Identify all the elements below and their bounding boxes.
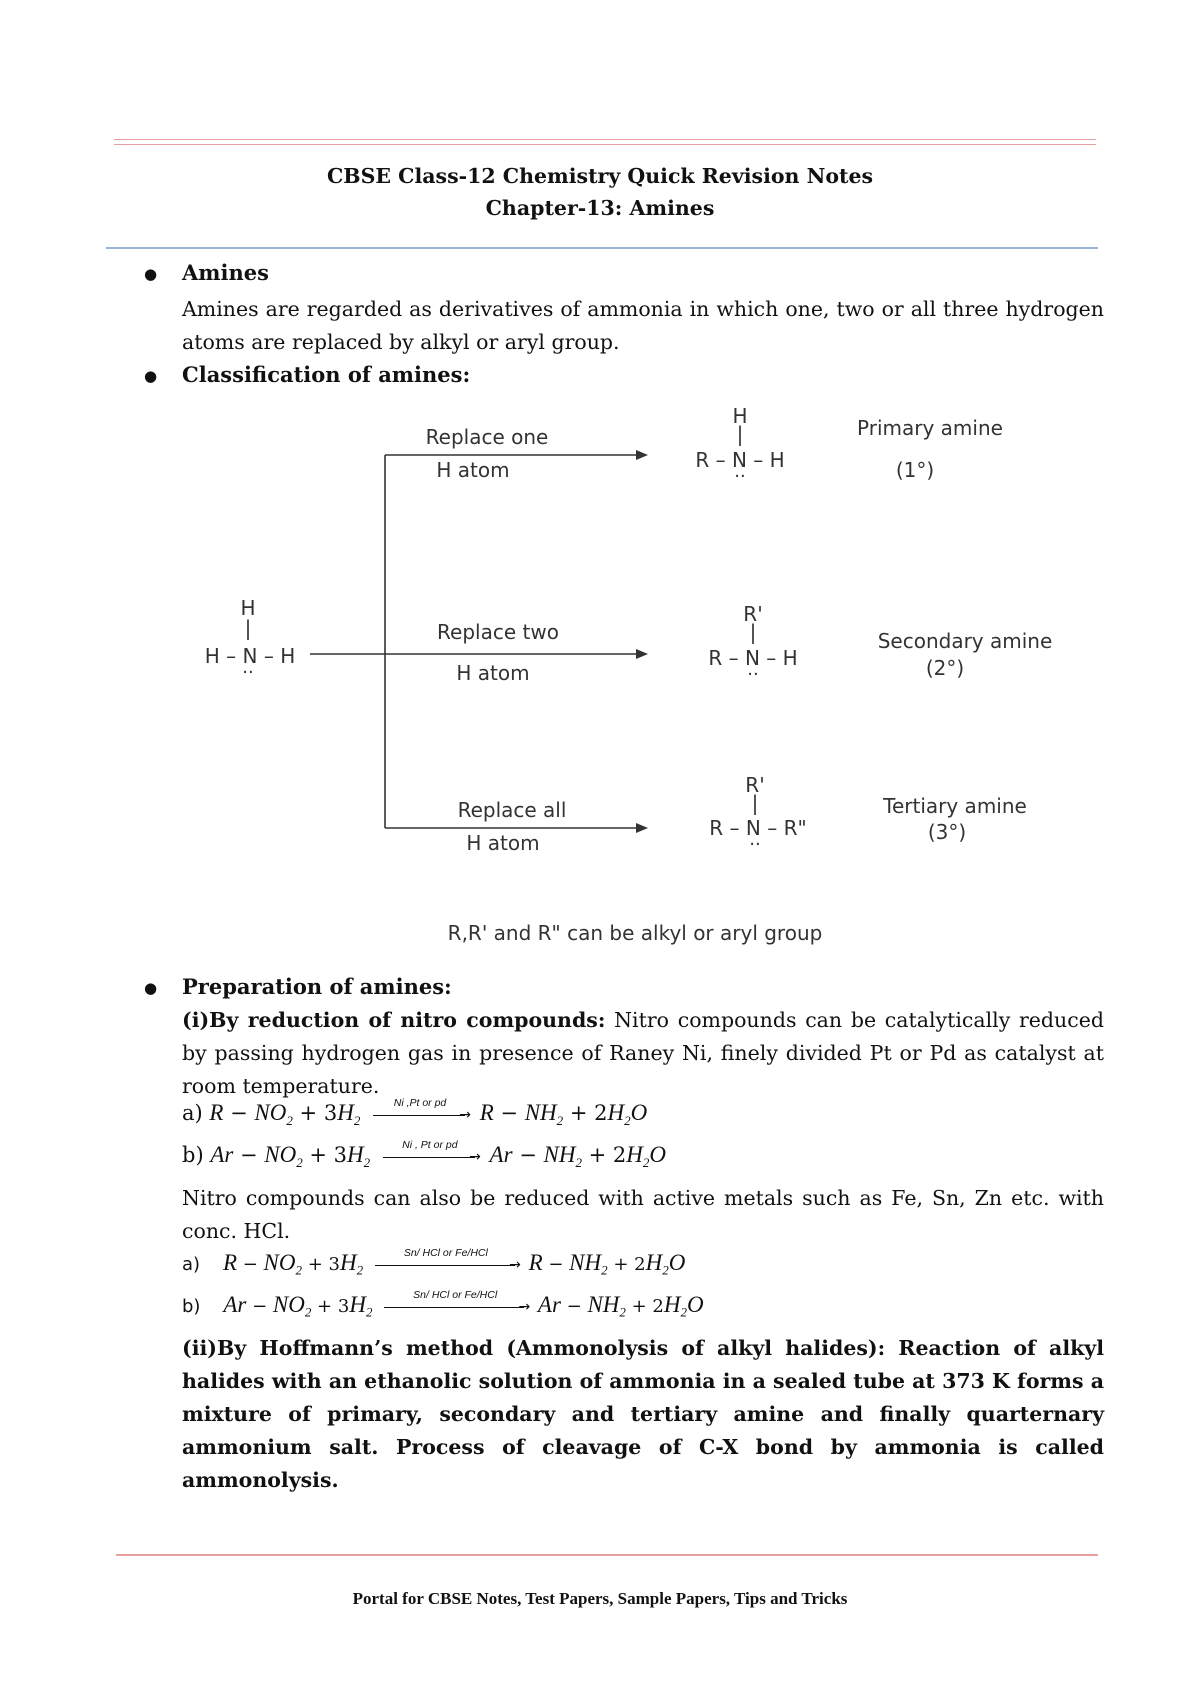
secondary-top: R' — [743, 602, 763, 626]
reduction-paragraph — [182, 1004, 1104, 1103]
equation-a-metal: a) $R - NO_2 + 3H_2$ Sn/ HCl or Fe/HCl → $R - NH_2 + 2H_2O$ — [182, 1247, 686, 1278]
reaction-arrow-icon: Sn/ HCl or Fe/HCl → — [371, 1253, 521, 1277]
secondary-degree: (2°) — [925, 656, 965, 680]
tertiary-bond: | — [751, 791, 759, 815]
secondary-name: Secondary amine — [877, 629, 1053, 653]
equation-a-label: a) — [182, 1101, 203, 1125]
branch-3-label-2: H atom — [466, 831, 540, 855]
header-rule-top — [114, 139, 1096, 140]
catalyst-d: Sn/ HCl or Fe/HCl — [413, 1289, 498, 1301]
reaction-arrow-icon: Sn/ HCl or Fe/HCl → — [380, 1295, 530, 1319]
ammonia-top-h: H — [240, 596, 256, 620]
equation-a-catalytic: a) $R - NO_2 + 3H_2$ Ni ,Pt or pd → $R - NH_2 + 2H_2O$ — [182, 1096, 648, 1129]
secondary-lone-pair: ·· — [747, 664, 759, 685]
branch-3-label-1: Replace all — [457, 798, 567, 822]
ammonia-bond: | — [244, 616, 252, 640]
secondary-formula: R – N – H — [708, 646, 798, 670]
tertiary-lone-pair: ·· — [749, 834, 761, 855]
branch-1-label-1: Replace one — [425, 425, 549, 449]
equation-b-metal: b) $Ar - NO_2 + 3H_2$ Sn/ HCl or Fe/HCl → $Ar - NH_2 + 2H_2O$ — [182, 1289, 704, 1320]
tertiary-name: Tertiary amine — [883, 794, 1027, 818]
branch-2-label-1: Replace two — [437, 620, 559, 644]
amines-definition: Amines are regarded as derivatives of ammonia in which one, two or all three hydrogen atoms are replaced by alkyl or aryl group. — [182, 297, 1104, 354]
equation-b-label: b) — [182, 1143, 204, 1167]
branch-2-label-2: H atom — [456, 661, 530, 685]
hoffmann-paragraph — [182, 1332, 1104, 1497]
primary-bond: | — [736, 422, 744, 446]
secondary-bond: | — [749, 620, 757, 644]
header-rule-bottom — [114, 144, 1096, 145]
footer-text: Portal for CBSE Notes, Test Papers, Sample Papers, Tips and Tricks — [352, 1589, 848, 1608]
catalyst-a: Ni ,Pt or pd — [393, 1096, 447, 1109]
amines-heading: Amines — [182, 260, 269, 285]
bullet-icon: ● — [144, 367, 158, 385]
equation-b-catalytic: b) $Ar - NO_2 + 3H_2$ Ni , Pt or pd → $Ar - NH_2 + 2H_2O$ — [182, 1138, 667, 1171]
hoffmann-label: (ii)By Hoffmann’s method (Ammonolysis of alkyl halides): — [182, 1336, 886, 1360]
equation-c-label: a) — [182, 1254, 201, 1275]
catalyst-c: Sn/ HCl or Fe/HCl — [403, 1247, 488, 1259]
metals-paragraph: Nitro compounds can also be reduced with active metals such as Fe, Sn, Zn etc. with conc. HCl. — [182, 1186, 1104, 1243]
primary-degree: (1°) — [895, 458, 935, 482]
ammonia-lone-pair: ·· — [242, 662, 254, 683]
page-title: CBSE Class-12 Chemistry Quick Revision Notes — [326, 164, 874, 188]
classification-diagram — [190, 395, 1070, 955]
alkyl-aryl-note: R,R' and R" can be alkyl or aryl group — [447, 921, 823, 945]
catalyst-b: Ni , Pt or pd — [402, 1138, 458, 1151]
hoffmann-text: Reaction of alkyl halides with an ethanolic solution of ammonia in a sealed tube at 373 K forms a mixture of primary, secondary and tertiary amine and finally quarternary ammonium salt. Process of cleavage of C-X bond by ammonia is called ammonolysis. — [182, 1336, 1105, 1492]
bullet-icon: ● — [144, 265, 158, 283]
primary-lone-pair: ·· — [734, 466, 746, 487]
tertiary-degree: (3°) — [927, 820, 967, 844]
arrow-head-bottom — [636, 823, 648, 833]
reduction-text: Nitro compounds can be catalytically reduced by passing hydrogen gas in presence of Raney Ni, finely divided Pt or Pd as catalyst at room temperature. — [182, 1008, 1104, 1098]
footer-rule — [116, 1554, 1098, 1556]
title-divider — [106, 247, 1098, 249]
bullet-icon: ● — [144, 979, 158, 997]
tertiary-formula: R – N – R" — [709, 816, 807, 840]
classification-heading: Classification of amines: — [182, 362, 471, 387]
primary-top: H — [732, 404, 748, 428]
arrow-head-top — [636, 450, 648, 460]
chapter-title: Chapter-13: Amines — [485, 196, 715, 220]
branch-1-label-2: H atom — [436, 458, 510, 482]
primary-name: Primary amine — [857, 416, 1003, 440]
arrow-head-middle — [636, 649, 648, 659]
reduction-label: (i)By reduction of nitro compounds: — [182, 1008, 606, 1032]
ammonia-formula: H – N – H — [204, 644, 296, 668]
equation-d-label: b) — [182, 1296, 201, 1317]
primary-formula: R – N – H — [695, 448, 785, 472]
reaction-arrow-icon: Ni , Pt or pd → — [379, 1145, 481, 1169]
reaction-arrow-icon: Ni ,Pt or pd → — [369, 1103, 471, 1127]
tertiary-top: R' — [745, 773, 765, 797]
preparation-heading: Preparation of amines: — [182, 974, 452, 999]
